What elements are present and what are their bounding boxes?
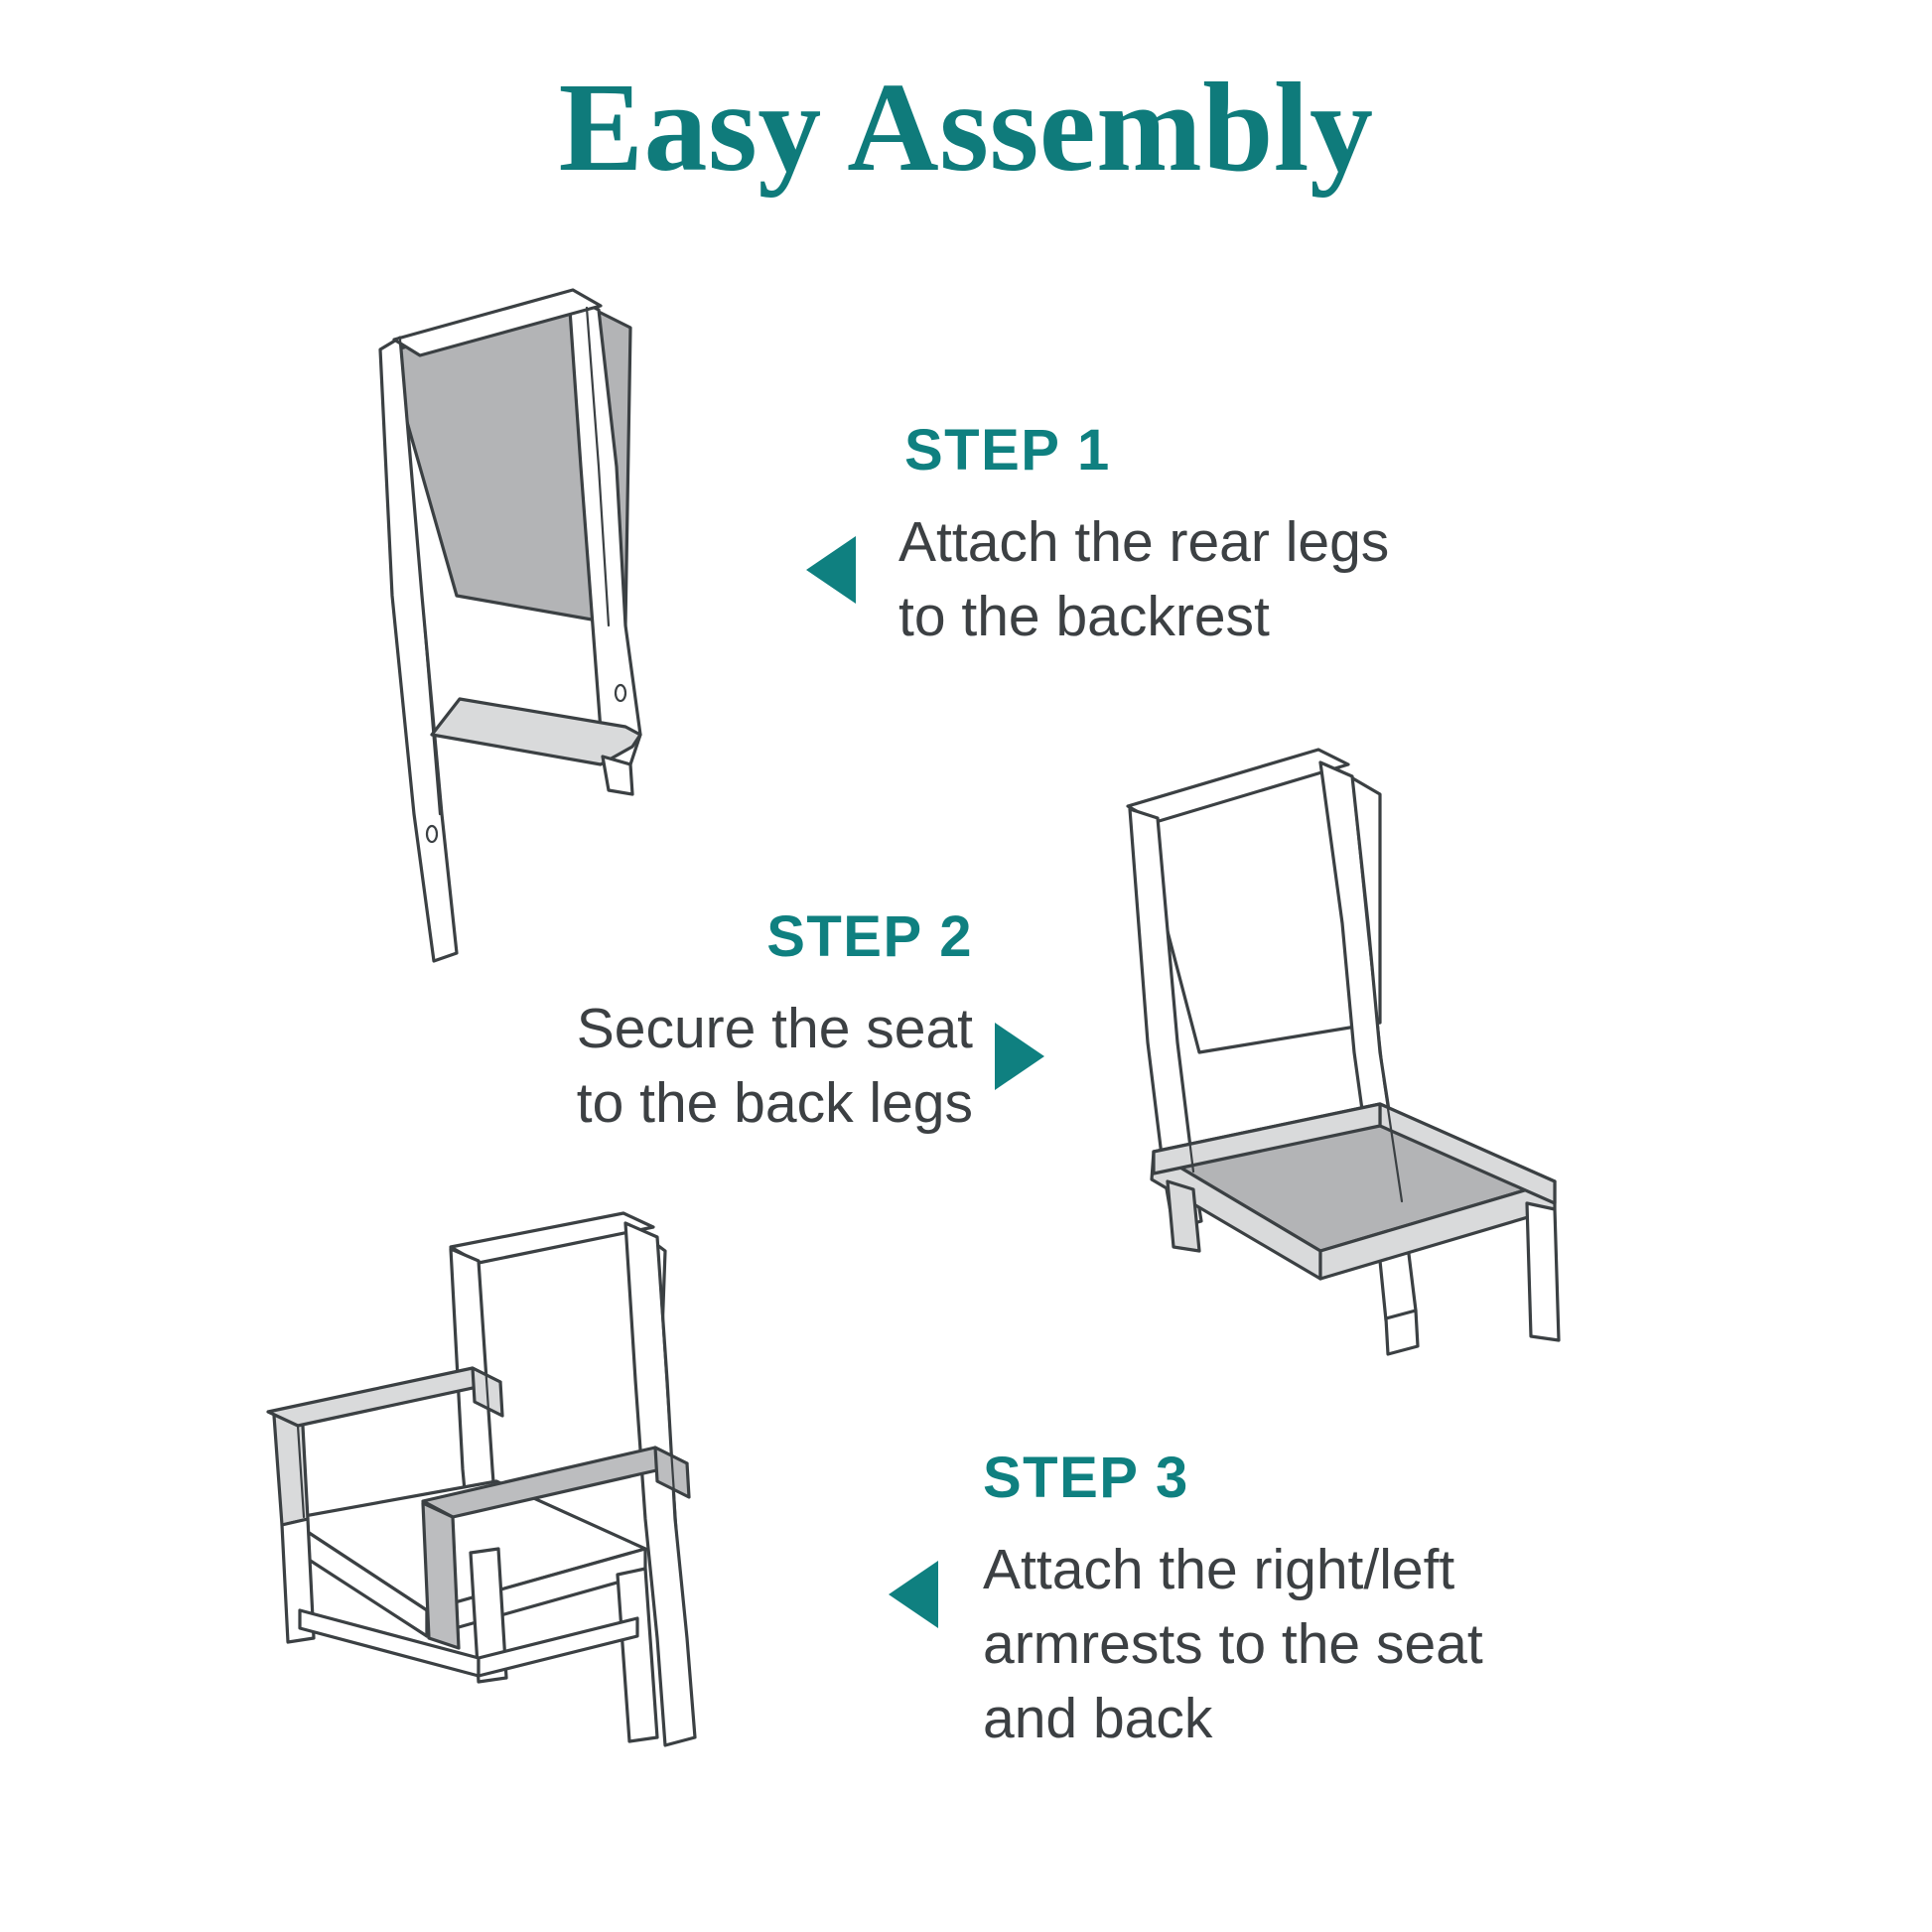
step-3-illustration (228, 1221, 963, 1837)
step-3-label: STEP 3 (983, 1446, 1189, 1510)
step-2-description-line-2: to the back legs (576, 1071, 973, 1136)
step-1-text-block (898, 417, 1593, 654)
page-title: Easy Assembly (558, 57, 1374, 198)
step-3-arrow-icon (889, 1561, 938, 1628)
step-3-description-line-2: armrests to the seat (983, 1612, 1483, 1677)
step-2-illustration (1082, 755, 1837, 1449)
step-1-description-line-1: Attach the rear legs (898, 510, 1390, 574)
step-3-description-line-3: and back (983, 1687, 1213, 1751)
step-3-description-line-1: Attach the right/left (983, 1538, 1455, 1601)
step-3-text-block (983, 1445, 1638, 1757)
step-2-arrow-icon (995, 1023, 1044, 1090)
step-2-text-block (417, 903, 973, 1141)
step-1-arrow-icon (806, 536, 856, 604)
step-1-description-line-2: to the backrest (898, 585, 1270, 649)
step-2-description-line-1: Secure the seat (576, 997, 973, 1060)
step-2-label: STEP 2 (766, 904, 973, 969)
step-1-label: STEP 1 (904, 418, 1111, 483)
step-1-illustration (283, 298, 839, 973)
